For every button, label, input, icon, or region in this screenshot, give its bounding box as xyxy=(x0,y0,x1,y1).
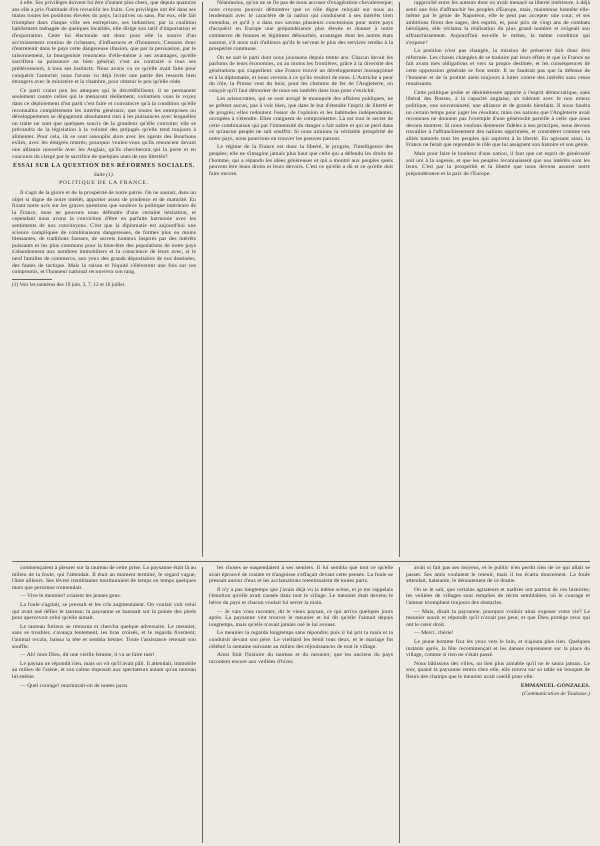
paragraph: Mais pour faire le bonheur d'une nation, il faut que cet esprit de générosité soit uni à la sagesse, et que les peuples reconnaissent que nos intérêts sont les leurs. C'est par la prospérité et la liberté que nous devons assurer notre prépondérance et la paix de l'Europe. xyxy=(406,151,590,177)
paragraph: La position n'est pas changée, la mission de préserver doit donc être réformée. Les choses changées de se traduire par leurs effets et que la France ne fait avant mes obligations et vers sa propre destinée, et les conséquences de cette oppression générale se font sentir. Il ne faudrait pas que la défense de l'honneur et de la probité aient toujours à lutter contre des intérêts sans cesse renaissants. xyxy=(406,48,590,88)
paragraph: La foule s'agitait, se pressait et les cris augmentaient. On voulait voir celui qui avait osé défier le taureau; la paysanne se haussait sur la pointe des pieds pour apercevoir celui qu'elle aimait. xyxy=(12,601,196,622)
column-1 xyxy=(12,0,196,560)
paragraph: Le jeune homme fixa les yeux vers le loin, et n'ajouta plus rien. Quelques instants après, la fête recommençait et les danses reprenaient sur la place du village, comme si rien ne s'était passé. xyxy=(406,638,590,659)
paragraph: Néanmoins, qu'on ne se fie pas de nous accuser d'exagération chevaleresque; nous croyons pouvoir démontrer que ce rôle digne reluyait sur nous au lendemain avec le caractère de la nation qui conduisent à ses intérêts bien entendus, et qu'il y a dans nos savons plusieurs concessions pour notre pays d'acquérir en Europe une prépondérance plus élevée et donner à notre commerce de bonnes et légitimes débouchés, avantages dont les autres états sauront, s'il nous suit d'ailleurs qu'ils le servent le plus des services rendus à la prospérité commune. xyxy=(209,0,393,53)
paragraph: commençaient à pleurer sur la taureau de cette prise. La paysanne était là au milieu de la foule, qui l'attendait. Il était au moment terminé, le regard vague, l'âme ailleurs. Ses lèvres tremblantes murmuraient de temps en temps quelques mots que personne n'entendait. xyxy=(12,565,196,591)
article-section-title: POLITIQUE DE LA FRANCE. xyxy=(59,180,149,187)
column-divider xyxy=(202,567,203,843)
section-divider xyxy=(12,561,590,562)
column-2 xyxy=(209,0,393,560)
paragraph: On ne sait le parti dont nous jouissons depuis trente ans. Chacun devait les parfums de leurs économies, ou au moins les frontières, grâce à la diversité des générations qui s'appellent: une France trouvé un développement insoupçonné et à la diplomatie, et nous verrons à ce qu'ils veulent de nous. L'Autriche a peur du rôle, la Prusse veut du bois; pour les chemins de fer de l'Angleterre, on conçoit qu'il faut détourner de nous ses intérêts dans tous pour s'enrichir. xyxy=(209,54,393,94)
paragraph: Ainsi finit l'histoire du taureau et du meunier, que les anciens du pays racontent encore aux veillées d'hiver. xyxy=(209,652,393,665)
article-heading: ESSAI SUR LA QUESTION DES RÉFORMES SOCIALES. xyxy=(13,163,195,170)
paragraph: Le régime de la France est donc la liberté, le progrès, l'intelligence des peuples; elle ne s'imagine jamais plus haut que celle qui a défendu les droits de l'homme, qui a répandu les idées généreuses et qui a montré aux peuples quels peuvent être leurs droits et leurs devoirs. C'est ce qu'elle a dû et ce qu'elle doit faire encore. xyxy=(209,144,393,177)
political-essay-section xyxy=(12,0,590,560)
footnote-rule xyxy=(12,279,52,280)
author-signature: EMMANUEL-GONZALES. xyxy=(520,682,590,689)
signature-note: (Communication de Toulouse.) xyxy=(522,691,590,698)
paragraph: Ce parti craint peu les attaques qui le décrédibilisent, il se permanent seulement contre celles qui le menacent réellement; volontiers vous le voyez dans ce déploiement d'un parti c'est faire et convaincre qu'à la condition qu'elle reconnaîtra complètement les intérêts généraux; que toutes les entreprises ou développements se dégageront absolument rien à les puissances avec lesquelles on traite ne sont que quelques soucis de la grandeur qu'elle convoite; elle se prévaudra de la législation à la volonté des préjugés qu'elle tend toujours à alimenter. Pour cela, ils se sont assouplis alors avec les agents des Bourbons exilés, avec les émigrés rentrés; pourquoi voulez-vous qu'ils renoncent devant une alliance nouvelle avec les Anglais, qu'ils chercheront qui la porte et en coucours du clergé par le sacrifice de quelques unes de nos libertés? xyxy=(12,87,196,160)
paragraph: Le taureau furieux se retourna et chercha quelque adversaire. Le meunier, sans se troubler, s'avança lentement, les bras croisés, et le regarda fixement; l'animal recula, baissa la tête et sembla hésiter. Toute l'assistance retenait son souffle. xyxy=(12,623,196,650)
paragraph: — Vive le meunier! criaient les jeunes gens. xyxy=(20,593,122,600)
column-2 xyxy=(209,565,393,846)
paragraph: — Ah! mon Dieu, dit une vieille femme, il va se faire tuer! xyxy=(20,652,155,659)
column-3 xyxy=(406,0,590,560)
newspaper-page xyxy=(12,0,590,846)
paragraph: Nous bâtissons des villes, un lien plus aimable qu'il ne le saura jamais. Le soir, quand la paysanne rentra chez elle, elle trouva sur sa table un bouquet de fleurs des champs que le meunier avait cueilli pour elle. xyxy=(406,660,590,680)
footnote: (1) Voir les numéros des 19 juin, 3, 7, 12 et 16 juillet. xyxy=(12,281,126,288)
paragraph: — Je vais vous raconter, dit le vieux paysan, ce qui arriva quelques jours après. La paysanne vint trouver le meunier et lui dit qu'elle l'aimait depuis longtemps, mais qu'elle n'avait jamais osé le lui avouer. xyxy=(209,608,393,628)
article-subheading: Suite (1). xyxy=(93,171,115,178)
paragraph: avait si fait pas ses moyens, et le public n'en perdit rien de ce qui allait se passer. Ses amis voulaient le retenir, mais il les écarta doucement. La foule attendait, haletante, le dénouement de ce drame. xyxy=(406,565,590,585)
paragraph: Le meunier la regarda longtemps sans répondre; puis il lui prit la main et la conduisit devant son père. Le vieillard les bénit tous deux, et le mariage fut célébré la semaine suivante au milieu des réjouissances de tout le village. xyxy=(209,630,393,650)
column-divider xyxy=(399,567,400,843)
feuilleton-section xyxy=(12,565,590,846)
paragraph: Cette politique probe et désintéressée apporte à l'esprit démocratique, sans libéral des Russes, à la capacité anglaise, un tolérant avec le non mieux politique, une souveraineté, une alliance et de grands bienfaits. Il nous faudra un certain temps pour juger les résultats; mais ces nations que l'Angleterre avait reconnues ne donnent pas l'exemple d'une générosité pareille à celle que nous devons montrer. Si nous voulons demeurer fidèles à nos principes, nous devons travailler à l'affranchissement des nations opprimées, et considérer comme nos alliés naturels tous les peuples qui aspirent à la liberté. En agissant ainsi, la France ne ferait que reprendre le rôle que lui assignent son histoire et son génie. xyxy=(406,89,590,149)
paragraph: Il s'agit de la gloire et de la prospérité de notre patrie. On ne saurait, dans un objet si digne de notre intérêt, apporter assez de prudence et de maturité. En fixant notre avis sur les graves questions que soulève la politique intérieure de la France, nous ne pouvons nous défendre d'une certaine hésitation, et cependant nous avons la conviction d'être en parfaite harmonie avec les sentiments de nos concitoyens. C'est que la diplomatie est aujourd'hui une science compliquée de combinaisons dangereuses, de formes plus ou moins blessantes, de traditions fausses, de secrets honteux inspirés par des intérêts puissants et les plus communs pour la bien-être des populations de notre pays s'abandonnent aux nombres immobiliers et la conscience de leurs avec, si le neuf familles de commerce, aux yeux des grands dépositaires de nos destinées, des fautes de tactique. Mais la raison et l'équité s'élèveront une fois sur ces compromis, et l'honneur national recouvrera son rang. xyxy=(12,190,196,276)
paragraph: — Merci, chérie! xyxy=(414,630,454,637)
column-1 xyxy=(12,565,196,846)
paragraph: les choses se suspendaient à ses sentiers. Il lui sembla que tout ce qu'elle avait éprouvé de crainte et d'angoisse s'effaçait devant cette pensée. La foule se pressait autour d'eux et les acclamations retentissaient de toutes parts. xyxy=(209,565,393,585)
column-divider xyxy=(399,2,400,557)
column-3 xyxy=(406,565,590,846)
paragraph: Il n'y a pas longtemps que j'avais déjà vu la même scène, et je me rappelais l'émotion qu'elle avait causée dans tout le village. Le meunier était devenu le héros du pays et chacun voulait lui serrer la main. xyxy=(209,586,393,606)
paragraph: Le paysan ne répondit rien, mais on vit qu'il avait pâli. Il attendait, immobile au milieu de l'arène, et son calme imposait aux spectateurs autant qu'au taureau lui-même. xyxy=(12,660,196,680)
paragraph: — Mais, disait la paysanne, pourquoi vouloir ainsi exposer votre vie? Le meunier sourit et répondit qu'il n'avait pas peur, et que Dieu protège ceux qui ont le cœur droit. xyxy=(406,608,590,628)
paragraph: Les aristocraties, qui se sont arrogé le monopole des affaires publiques, ne se prêtent aucun, pas à voir bien, que dans le but d'étendre l'esprit de liberté et de progrès; elles redoutent l'essor de l'opinion et les habitudes indépendantes, occupées à s'étendre. Elles craignent de compromettre. Là est tout le secret de cette combinaison qui par l'immensité du danger a fait naître et qui se perd dans ce qu'aucun peuple ne sait souffrir. Si nous aimions la véritable prospérité de notre pays, nous pourrions en trouver les preuves partout. xyxy=(209,96,393,142)
paragraph: rapproché entre les auteurs dont on avait menacé sa liberté intérieure, à déjà senti une fois d'affranchir les peuples d'Europe, mais, maintenue honnête elle-même par le génie de Napoléon, elle le peut pas accepter une cour; et ses ambitions firent des sages, des esprits, et, pour prix de vingt ans de combats héroïques, elle réclama la réalisation du plus grand nombre et exigeait son affranchissement. Aujourd'hui est-elle le même, la même condition qui s'expose? xyxy=(406,0,590,46)
paragraph: — Quel courage! murmurait-on de toutes parts. xyxy=(20,682,129,689)
paragraph: à elle. Ses privilèges doivent lui être d'autant plus chers, que depuis quatorze ans elle a pris l'habitude d'en recueillir les fruits. Ces privilèges ont été dans ses mains toutes les positions élevées du pays, lucratives ou sans. Par eux, elle fait triompher dans chaque ville ses entreprises, ses industries; par la coalition habilement ménagée de quelques localités, elle dirige son tarif d'importation et d'exportation. Cette loi électorale ont donc pour elle la source d'un accroissement continu de richesses, d'influences et d'honneurs. Cessons donc d'entretenir dans le pays cette dangereuse illusion, que par la persuasion, par le raisonnement, la bourgeoisie renoncera d'elle-même à ses avantages, qu'elle sacrifiera sa puissance au bien général; c'est au contraire à tous ses prédécesseurs, à tous ses instincts. Nous avons vu ce qu'elle avait faite pour conquérir l'autorité; nous l'avons vu déjà livrer une partie des ressorts bien étrangers avec le ministère et la chambre, pour obtenir le peu qu'elle cède. xyxy=(12,0,196,86)
column-divider xyxy=(202,2,203,557)
paragraph: On se le sait, que certains agitateurs et maîtres ont partout de ces histoires; les veillées de villages sont remplies de récits semblables, où le courage et l'amour triomphent toujours des obstacles. xyxy=(406,586,590,606)
